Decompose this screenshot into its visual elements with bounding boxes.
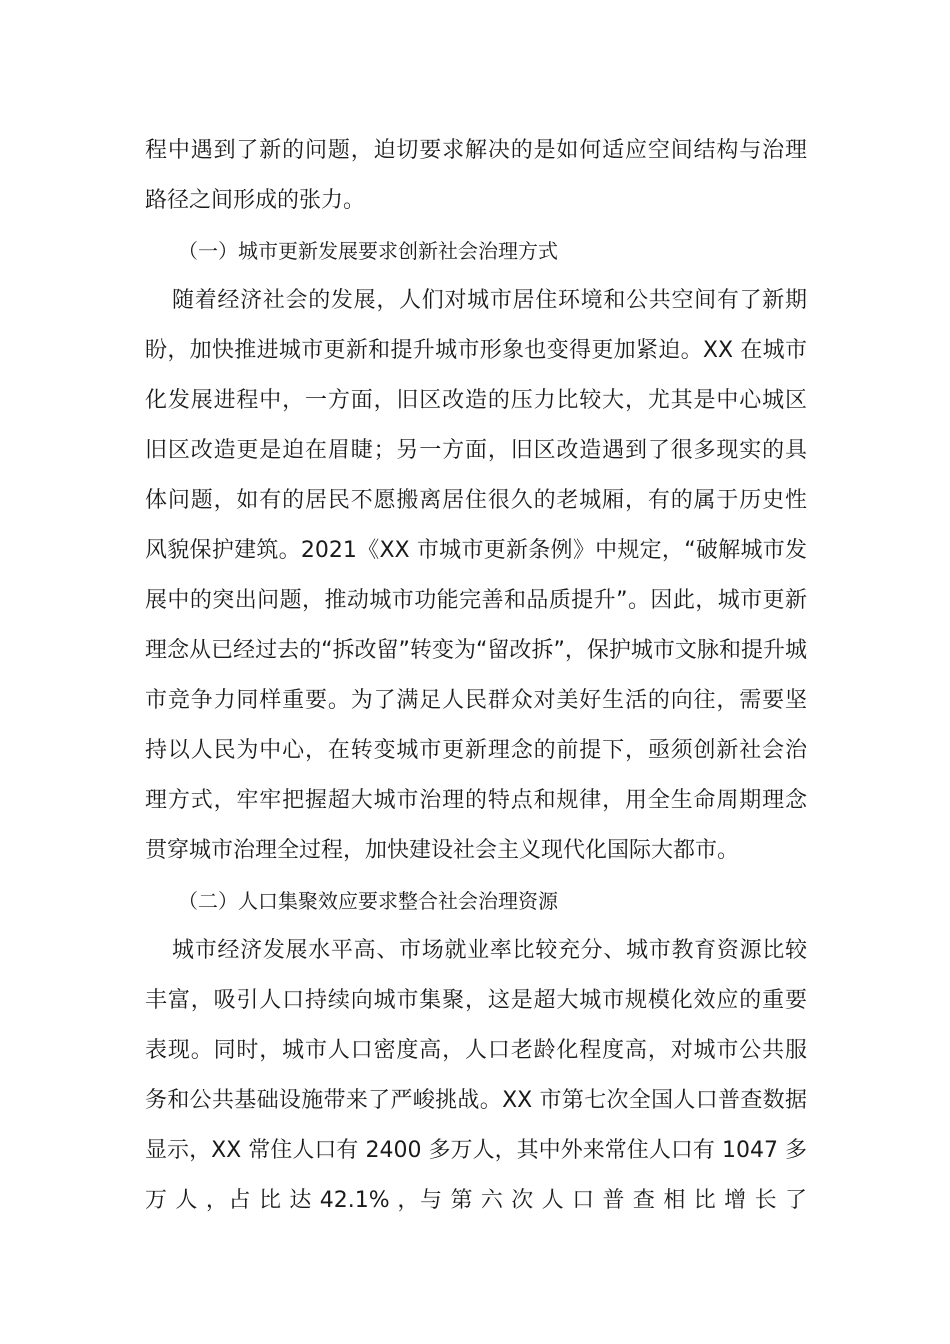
paragraph-line: 程中遇到了新的问题，迫切要求解决的是如何适应空间结构与治理 <box>145 138 807 163</box>
paragraph-line: 化发展进程中，一方面，旧区改造的压力比较大，尤其是中心城区 <box>145 388 807 413</box>
section-heading-2: （二）人口集聚效应要求整合社会治理资源 <box>178 889 558 913</box>
paragraph-line: 丰富，吸引人口持续向城市集聚，这是超大城市规模化效应的重要 <box>145 988 807 1013</box>
paragraph-line: 贯穿城市治理全过程，加快建设社会主义现代化国际大都市。 <box>145 838 740 863</box>
paragraph-line: 理方式，牢牢把握超大城市治理的特点和规律，用全生命周期理念 <box>145 788 807 813</box>
paragraph-line: 理念从已经过去的“拆改留”转变为“留改拆”，保护城市文脉和提升城 <box>145 638 807 663</box>
paragraph-line: 盼，加快推进城市更新和提升城市形象也变得更加紧迫。XX 在城市 <box>145 338 807 363</box>
paragraph-line: 持以人民为中心，在转变城市更新理念的前提下，亟须创新社会治 <box>145 738 807 763</box>
paragraph-line: 路径之间形成的张力。 <box>145 188 366 213</box>
paragraph-line: 表现。同时，城市人口密度高，人口老龄化程度高，对城市公共服 <box>145 1038 807 1063</box>
paragraph-line: 城市经济发展水平高、市场就业率比较充分、城市教育资源比较 <box>172 938 807 963</box>
paragraph-line: 展中的突出问题，推动城市功能完善和品质提升”。因此，城市更新 <box>145 588 807 613</box>
section-heading-1: （一）城市更新发展要求创新社会治理方式 <box>178 239 558 263</box>
paragraph-line: 市竞争力同样重要。为了满足人民群众对美好生活的向往，需要坚 <box>145 688 807 713</box>
paragraph-line: 务和公共基础设施带来了严峻挑战。XX 市第七次全国人口普查数据 <box>145 1088 807 1113</box>
paragraph-line: 旧区改造更是迫在眉睫；另一方面，旧区改造遇到了很多现实的具 <box>145 438 807 463</box>
paragraph-line: 随着经济社会的发展，人们对城市居住环境和公共空间有了新期 <box>172 288 807 313</box>
paragraph-line: 万 人 ，占 比 达 42.1% ，与 第 六 次 人 口 普 查 相 比 增 长 了 <box>145 1188 807 1213</box>
paragraph-line: 体问题，如有的居民不愿搬离居住很久的老城厢，有的属于历史性 <box>145 488 807 513</box>
paragraph-line: 风貌保护建筑。2021《XX 市城市更新条例》中规定，“破解城市发 <box>145 538 807 563</box>
paragraph-line: 显示，XX 常住人口有 2400 多万人，其中外来常住人口有 1047 多 <box>145 1138 807 1163</box>
